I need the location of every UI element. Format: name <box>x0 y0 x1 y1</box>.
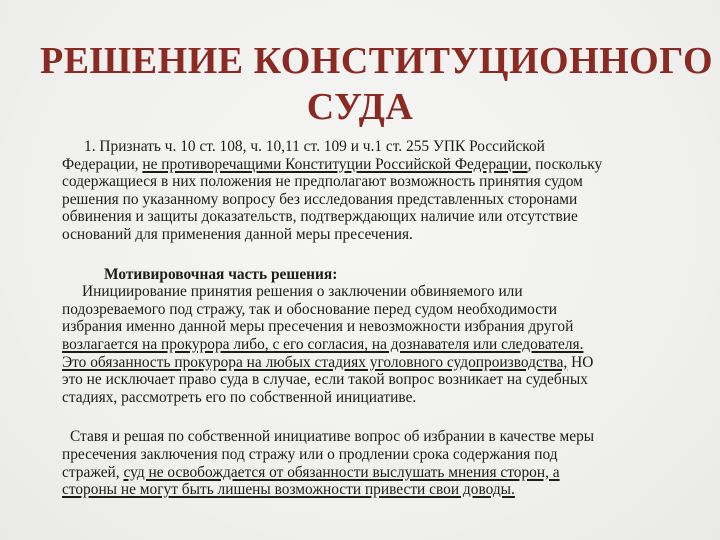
title-line-2: СУДА <box>306 86 414 128</box>
text-line: Инициирование принятия решения о заключении обвиняемого или <box>82 283 523 301</box>
underlined-text: не противоречащими Конституции Российской Федерации <box>142 155 528 173</box>
text-line <box>62 336 674 354</box>
slide-body <box>62 138 674 499</box>
underlined-text: Это обязанность прокурора на любых стадиях уголовного судопроизводства, <box>62 353 568 371</box>
text-line: обвинения и защиты доказательств, подтверждающих наличие или отсутствие <box>62 208 578 226</box>
text-line <box>62 464 674 482</box>
text-line: оснований для применения данной меры пресечения. <box>62 225 413 243</box>
text-line: 1. Признать ч. 10 ст. 108, ч. 10,11 ст. 109 и ч.1 ст. 255 УПК Российской <box>84 138 545 155</box>
text-line: стадиях, рассмотреть его по собственной инициативе. <box>62 388 417 406</box>
slide-title <box>40 38 714 130</box>
underlined-text: суд не освобождается от обязанности выслушать мнения сторон, а <box>123 463 560 481</box>
underlined-text: стороны не могут быть лишены возможности привести свои доводы. <box>62 481 515 499</box>
paragraph-resolution <box>62 138 674 244</box>
text-line: решения по указанному вопросу без исследования представленных сторонами <box>62 190 578 208</box>
paragraph-court-initiative <box>62 428 674 498</box>
text-line: это не исключает право суда в случае, если такой вопрос возникает на судебных <box>62 371 588 389</box>
section-heading: Мотивировочная часть решения: <box>104 265 338 283</box>
text-line <box>62 156 674 174</box>
text-span: НО <box>567 353 594 371</box>
text-line: содержащиеся в них положения не предполагают возможность принятия судом <box>62 173 583 191</box>
text-span: Федерации, <box>62 155 143 173</box>
text-span: , поскольку <box>527 155 603 173</box>
text-line: избрания именно данной меры пресечения и невозможности избрания другой <box>62 318 574 336</box>
text-line <box>62 354 674 372</box>
title-line-1: РЕШЕНИЕ КОНСТИТУЦИОННОГО <box>40 40 714 82</box>
text-line: подозреваемого под стражу, так и обоснование перед судом необходимости <box>62 300 558 318</box>
text-line: Ставя и решая по собственной инициативе вопрос об избрании в качестве меры <box>70 428 595 446</box>
text-line <box>62 481 674 499</box>
paragraph-motivation <box>62 283 674 406</box>
text-span: стражей, <box>62 463 124 481</box>
text-line: пресечения заключения под стражу или о продлении срока содержания под <box>62 445 558 463</box>
underlined-text: возлагается на прокурора либо, с его согласия, на дознавателя или следователя. <box>62 335 584 353</box>
